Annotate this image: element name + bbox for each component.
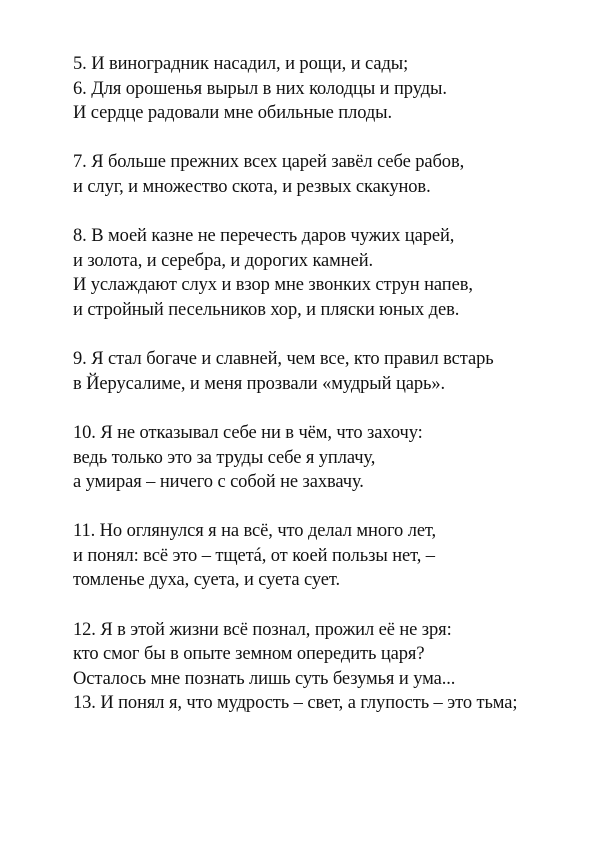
verse-line: и слуг, и множество скота, и резвых скакунов. <box>73 176 431 197</box>
stanza-5 <box>73 421 593 495</box>
stanza-7 <box>73 618 593 716</box>
verse-line: 10. Я не отказывал себе ни в чём, что захочу: <box>73 422 423 443</box>
verse-line: Осталось мне познать лишь суть безумья и ума... <box>73 668 456 689</box>
stanza-3 <box>73 224 593 322</box>
verse-line: в Йерусалиме, и меня прозвали «мудрый царь». <box>73 373 446 394</box>
verse-line: 13. И понял я, что мудрость – свет, а глупость – это тьма; <box>73 693 518 714</box>
verse-line: томленье духа, суета, и суета сует. <box>73 570 341 591</box>
verse-line: 11. Но оглянулся я на всё, что делал много лет, <box>73 521 437 542</box>
verse-line: 6. Для орошенья вырыл в них колодцы и пруды. <box>73 78 447 99</box>
verse-line: И услаждают слух и взор мне звонких струн напев, <box>73 275 473 296</box>
verse-line: 9. Я стал богаче и славней, чем все, кто правил встарь <box>73 349 494 370</box>
verse-line: и стройный песельников хор, и пляски юных дев. <box>73 299 460 320</box>
stanza-2 <box>73 150 593 199</box>
verse-line: и понял: всё это – тщетá, от коей пользы нет, – <box>73 545 435 566</box>
verse-line: 7. Я больше прежних всех царей завёл себе рабов, <box>73 152 465 173</box>
poem-text <box>73 52 593 716</box>
verse-line: ведь только это за труды себе я уплачу, <box>73 447 376 468</box>
stanza-1 <box>73 52 593 126</box>
verse-line: 5. И виноградник насадил, и рощи, и сады; <box>73 54 409 74</box>
verse-line: и золота, и серебра, и дорогих камней. <box>73 250 374 271</box>
verse-line: 12. Я в этой жизни всё познал, прожил её не зря: <box>73 619 452 640</box>
stanza-6 <box>73 519 593 593</box>
verse-line: И сердце радовали мне обильные плоды. <box>73 103 392 124</box>
verse-line: кто смог бы в опыте земном опередить царя? <box>73 644 425 665</box>
verse-line: а умирая – ничего с собой не захвачу. <box>73 472 364 493</box>
verse-line: 8. В моей казне не перечесть даров чужих царей, <box>73 226 455 247</box>
stanza-4 <box>73 347 593 396</box>
